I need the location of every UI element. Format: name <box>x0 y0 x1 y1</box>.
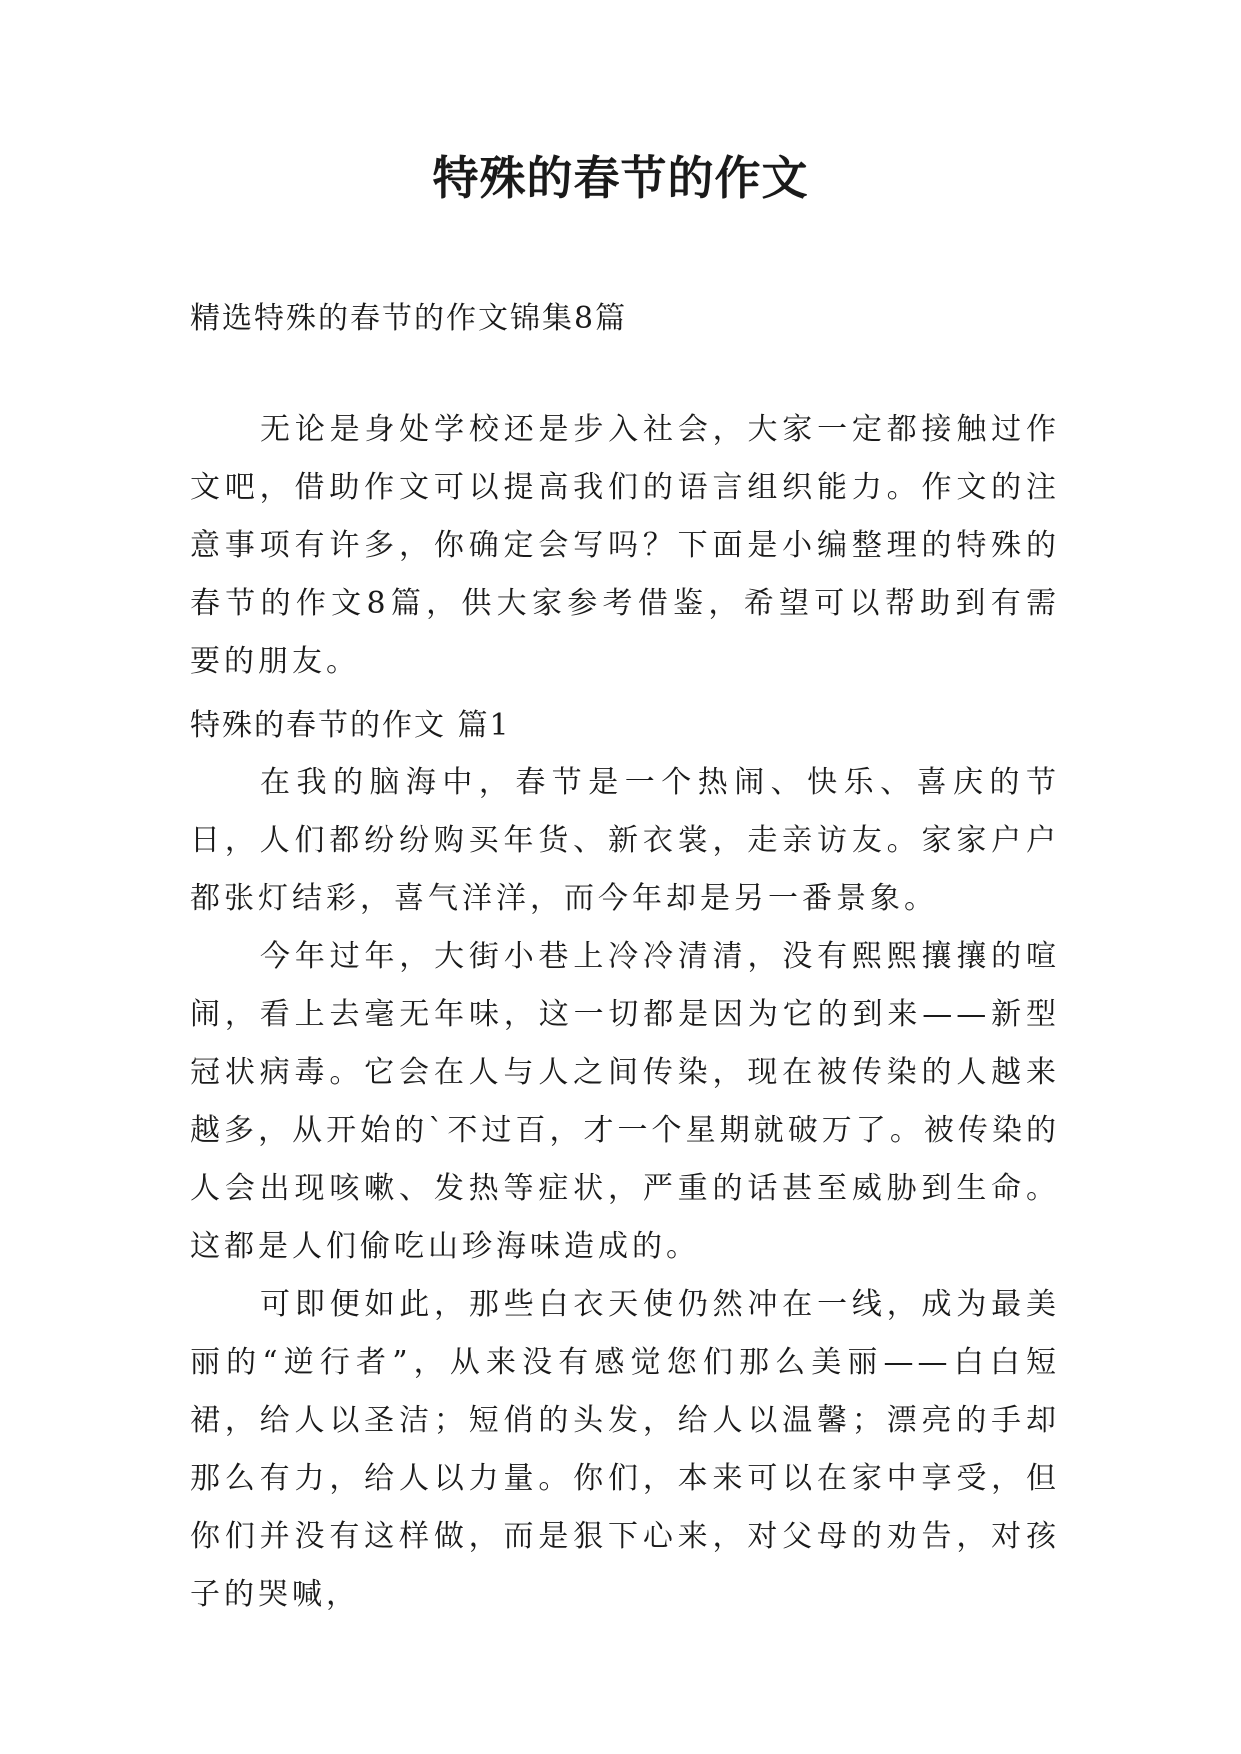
document-subtitle: 精选特殊的春节的作文锦集8篇 <box>190 301 628 336</box>
essay-paragraph: 在我的脑海中，春节是一个热闹、快乐、喜庆的节日，人们都纷纷购买年货、新衣裳，走亲访友。家家户户都张灯结彩，喜气洋洋，而今年却是另一番景象。 <box>190 765 1060 916</box>
essay-body <box>190 754 1060 1624</box>
section-heading: 特殊的春节的作文 篇1 <box>190 708 511 743</box>
essay-paragraph: 可即便如此，那些白衣天使仍然冲在一线，成为最美丽的“逆行者”，从来没有感觉您们那么美丽——白白短裙，给人以圣洁；短俏的头发，给人以温馨；漂亮的手却那么有力，给人以力量。你们，本来可以在家中享受，但你们并没有这样做，而是狠下心来，对父母的劝告，对孩子的哭喊， <box>190 1287 1060 1612</box>
document-title: 特殊的春节的作文 <box>432 151 809 205</box>
intro-paragraph: 无论是身处学校还是步入社会，大家一定都接触过作文吧，借助作文可以提高我们的语言组织能力。作文的注意事项有许多，你确定会写吗？下面是小编整理的特殊的春节的作文8篇，供大家参考借鉴，希望可以帮助到有需要的朋友。 <box>190 412 1060 679</box>
essay-paragraph: 今年过年，大街小巷上冷冷清清，没有熙熙攘攘的喧闹，看上去毫无年味，这一切都是因为它的到来——新型冠状病毒。它会在人与人之间传染，现在被传染的人越来越多，从开始的`不过百，才一个星期就破万了。被传染的人会出现咳嗽、发热等症状，严重的话甚至威胁到生命。这都是人们偷吃山珍海味造成的。 <box>190 939 1060 1264</box>
